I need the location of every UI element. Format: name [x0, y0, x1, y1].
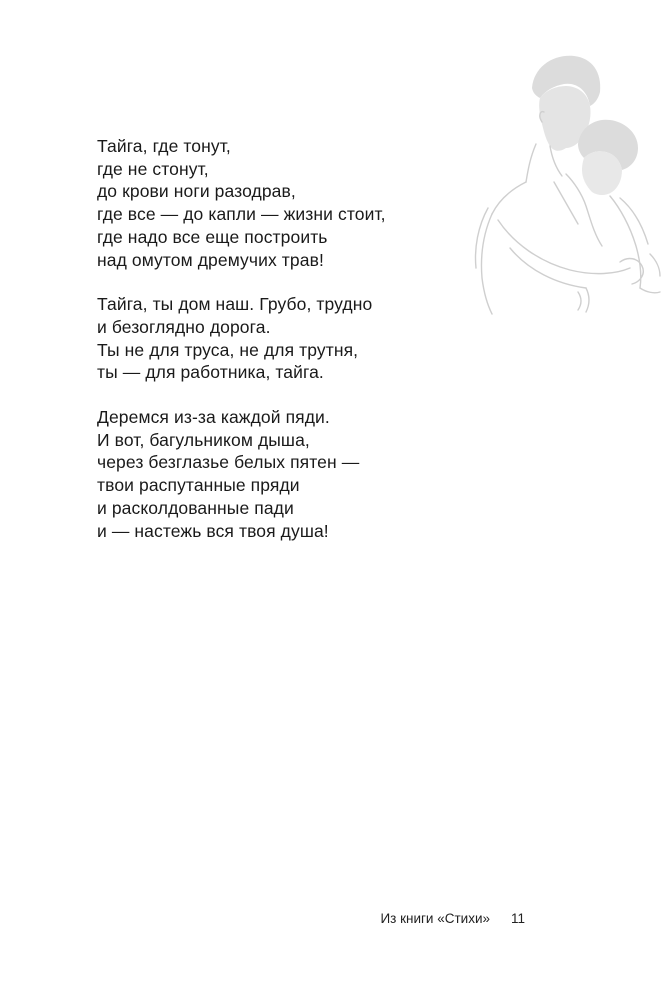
poem-line: и расколдованные пади [97, 497, 294, 518]
poem-line: над омутом дремучих трав! [97, 249, 324, 270]
poem-line: и — настежь вся твоя душа! [97, 520, 329, 541]
poem-line: где не стонут, [97, 158, 209, 179]
stanza-1 [97, 135, 477, 271]
poem-line: до крови ноги разодрав, [97, 181, 296, 202]
running-footer-title: Из книги «Стихи» [380, 911, 490, 926]
poem-line: и безоглядно дорога. [97, 316, 271, 337]
poem-line: И вот, багульником дыша, [97, 429, 310, 450]
poem-line: где все — до капли — жизни стоит, [97, 204, 386, 225]
page-number: 11 [511, 911, 526, 926]
embracing-couple-illustration [470, 48, 668, 318]
page-footer [0, 909, 668, 933]
poem-line: Тайга, ты дом наш. Грубо, трудно [97, 294, 373, 315]
poem-line: Тайга, где тонут, [97, 136, 231, 156]
poem-line: Деремся из-за каждой пяди. [97, 407, 330, 428]
poem-line: ты — для работника, тайга. [97, 362, 324, 383]
poem-line: где надо все еще построить [97, 226, 328, 247]
poem [97, 135, 477, 564]
stanza-2 [97, 293, 477, 384]
poem-line: Ты не для труса, не для трутня, [97, 339, 359, 360]
poem-line: через безглазье белых пятен — [97, 452, 360, 473]
poem-line: твои распутанные пряди [97, 475, 300, 496]
stanza-3 [97, 406, 477, 542]
